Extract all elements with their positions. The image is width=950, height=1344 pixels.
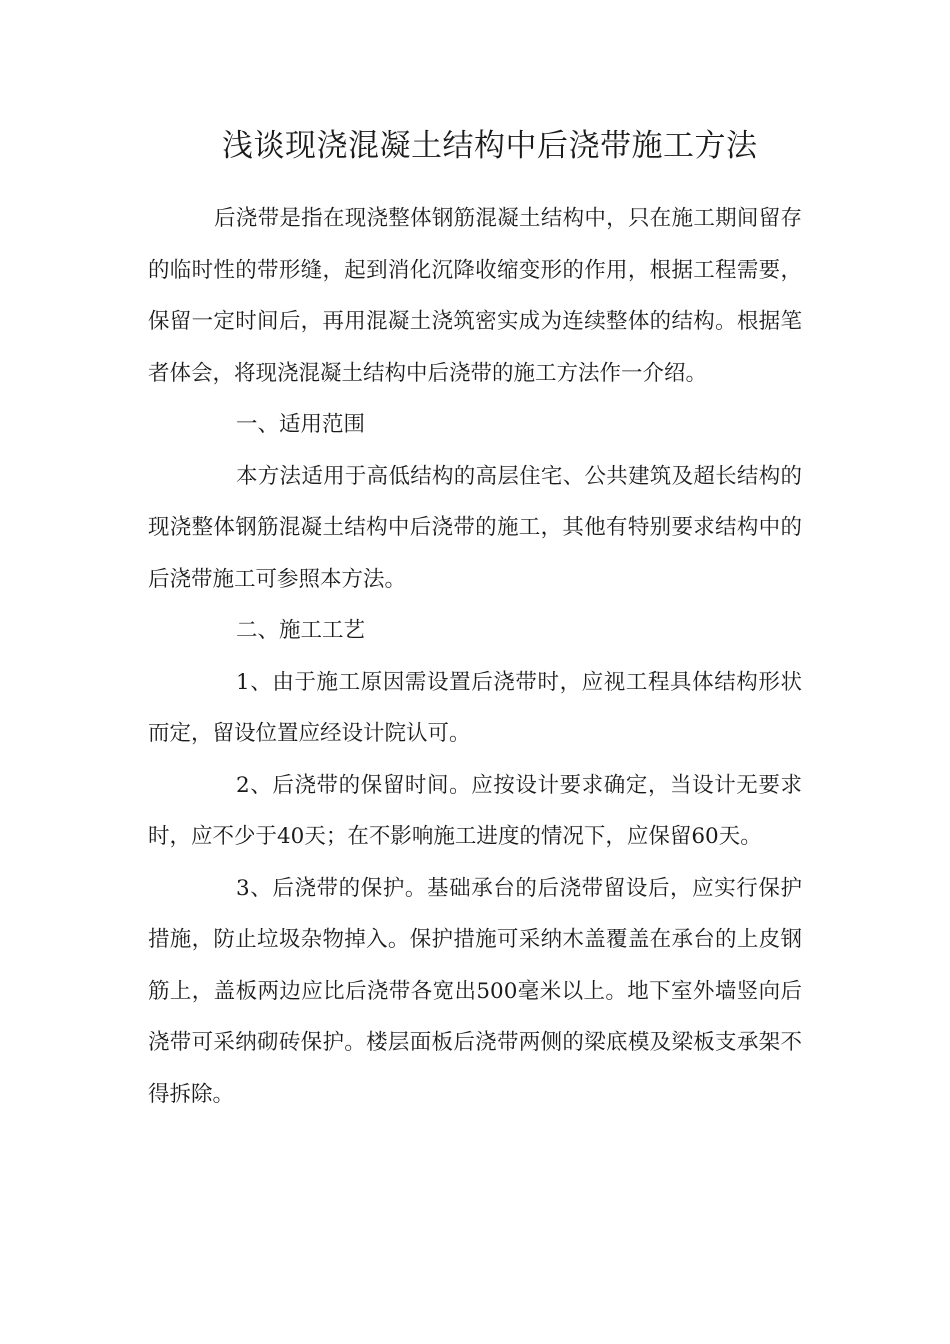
section-heading-process: 二、施工工艺 — [236, 618, 366, 643]
paragraph-scope: 本方法适用于高低结构的高层住宅、公共建筑及超长结构的现浇整体钢筋混凝土结构中后浇带的施工，其他有特别要求结构中的后浇带施工可参照本方法。 — [148, 463, 802, 592]
paragraph-item-1: 1、由于施工原因需设置后浇带时，应视工程具体结构形状而定，留设位置应经设计院认可。 — [148, 669, 802, 746]
document-body — [148, 193, 802, 1120]
paragraph-intro: 后浇带是指在现浇整体钢筋混凝土结构中，只在施工期间留存的临时性的带形缝，起到消化沉降收缩变形的作用，根据工程需要，保留一定时间后，再用混凝土浇筑密实成为连续整体的结构。根据笔者体会，将现浇混凝土结构中后浇带的施工方法作一介绍。 — [148, 206, 802, 386]
section-heading-scope: 一、适用范围 — [236, 412, 366, 437]
paragraph-item-2: 2、后浇带的保留时间。应按设计要求确定，当设计无要求时，应不少于40天；在不影响施工进度的情况下，应保留60天。 — [148, 772, 802, 849]
paragraph-item-3: 3、后浇带的保护。基础承台的后浇带留设后，应实行保护措施，防止垃圾杂物掉入。保护措施可采纳木盖覆盖在承台的上皮钢筋上，盖板两边应比后浇带各宽出500毫米以上。地下室外墙竖向后浇带可采纳砌砖保护。楼层面板后浇带两侧的梁底模及梁板支承架不得拆除。 — [148, 875, 802, 1107]
document-title: 浅谈现浇混凝土结构中后浇带施工方法 — [222, 128, 758, 164]
